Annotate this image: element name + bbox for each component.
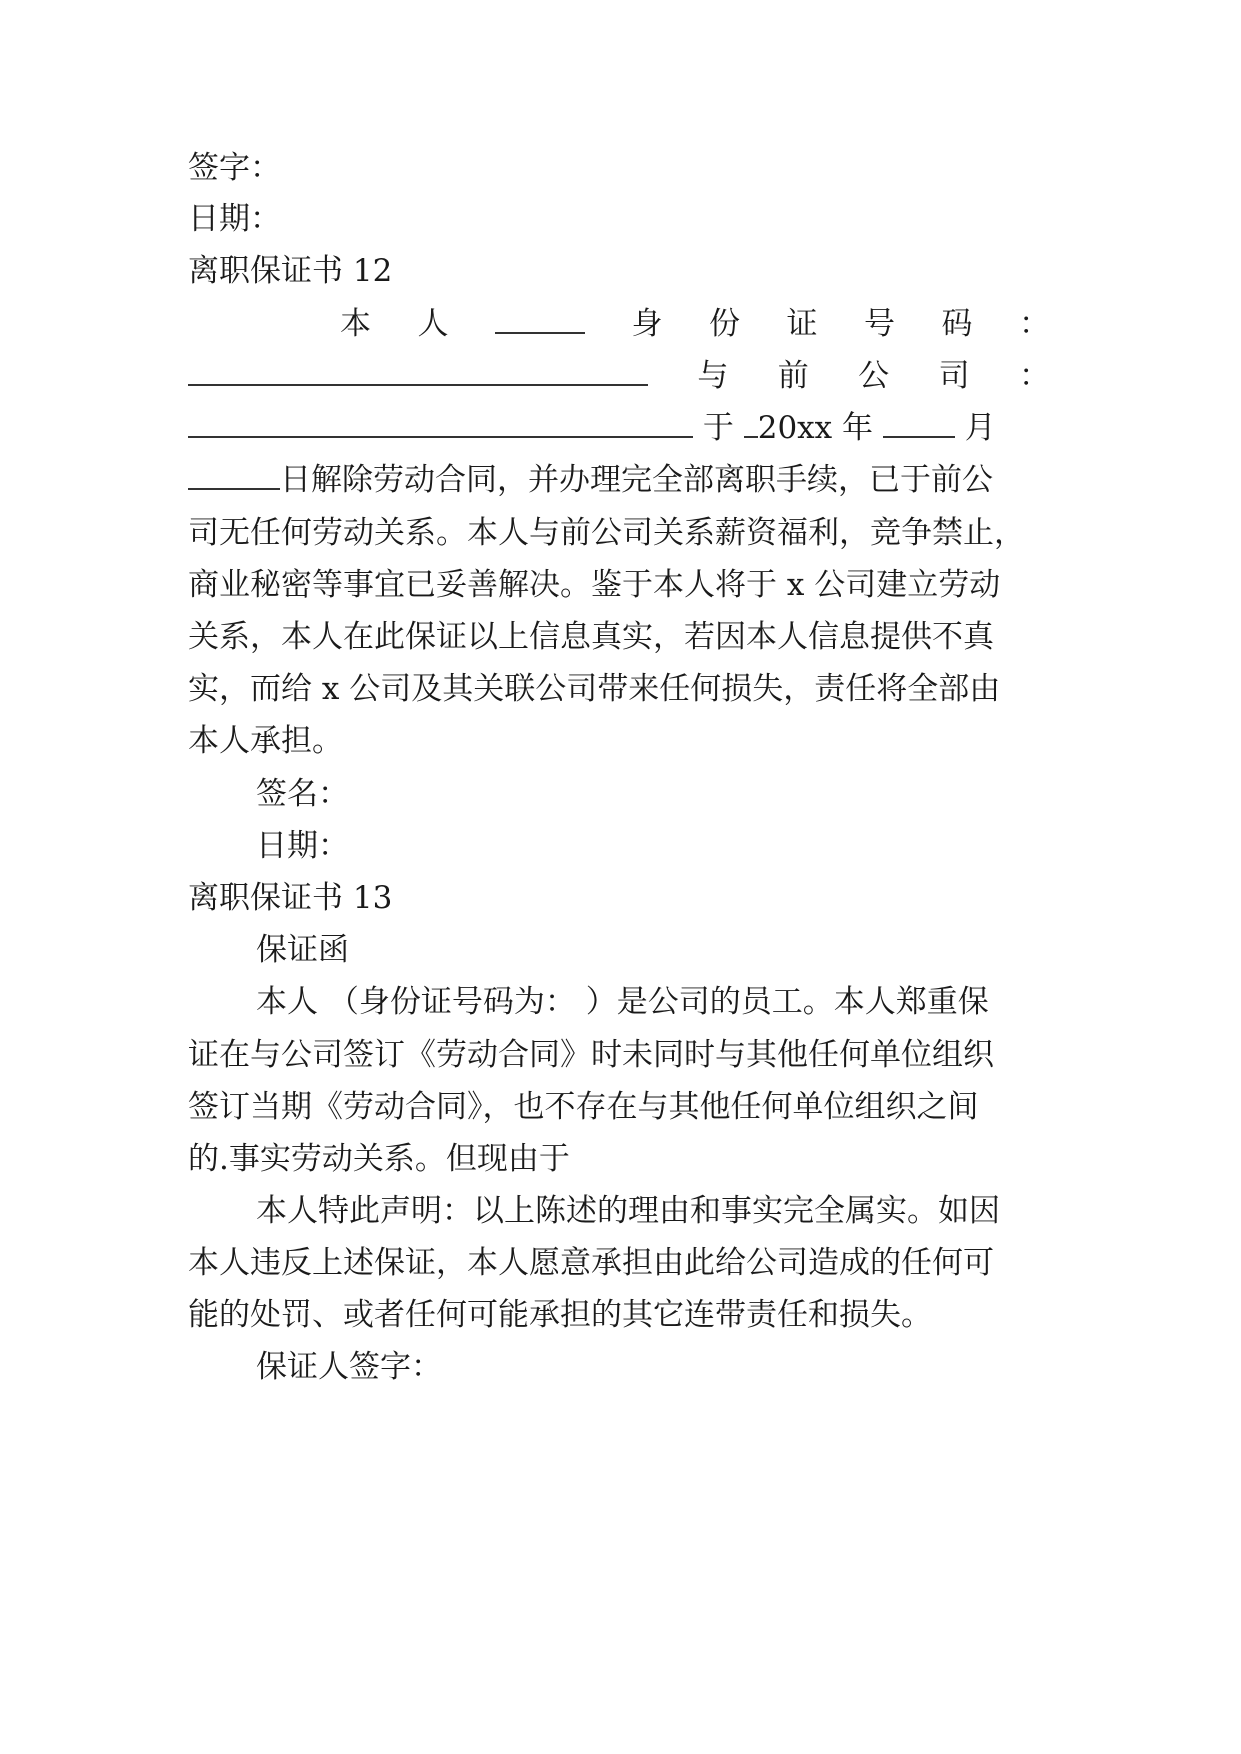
section-heading-12: 离职保证书 12 (188, 253, 393, 289)
text-char: 本 (340, 306, 371, 342)
text-char: ： (1018, 358, 1050, 394)
section-heading-13: 离职保证书 13 (188, 880, 393, 916)
year-blank (744, 406, 758, 438)
text-char: 公 (858, 358, 890, 394)
signature-label: 签名： (256, 776, 349, 812)
month-blank (883, 406, 955, 438)
text-char: 份 (709, 306, 740, 342)
text-char: 证 (786, 306, 818, 342)
day-blank (188, 458, 280, 490)
text-char: 码 (941, 306, 973, 342)
text-char: 月 (964, 410, 996, 446)
text-char: 号 (864, 306, 895, 342)
paragraph-line: 签订当期《劳动合同》，也不存在与其他任何单位组织之间 (188, 1089, 979, 1125)
paragraph-line: 能的处罚、或者任何可能承担的其它连带责任和损失。 (188, 1297, 932, 1333)
text-char: 身 (631, 306, 663, 342)
text-char: 与 (697, 358, 729, 394)
date-label: 日期： (188, 201, 281, 237)
paragraph-line: 证在与公司签订《劳动合同》时未同时与其他任何单位组织 (188, 1037, 994, 1073)
id-number-blank (188, 354, 648, 386)
date-fill-line (188, 405, 1050, 451)
paragraph-line: 的.事实劳动关系。但现由于 (188, 1141, 570, 1177)
paragraph-line: 商业秘密等事宜已妥善解决。鉴于本人将于 x 公司建立劳动 (188, 567, 1001, 603)
date-label: 日期： (256, 828, 349, 864)
company-name-blank (188, 406, 693, 438)
paragraph-line: 本人 （身份证号码为： ）是公司的员工。本人郑重保 (256, 984, 989, 1020)
letter-title: 保证函 (256, 932, 349, 968)
guarantor-signature-label: 保证人签字： (256, 1349, 442, 1385)
paragraph-line: 本人承担。 (188, 723, 343, 759)
signature-label: 签字： (188, 150, 281, 186)
paragraph-line: 本人违反上述保证，本人愿意承担由此给公司造成的任何可 (188, 1245, 994, 1281)
paragraph-line: 关系，本人在此保证以上信息真实，若因本人信息提供不真 (188, 619, 994, 655)
paragraph-line (188, 457, 1050, 503)
text-char: 人 (417, 306, 449, 342)
text-char: ： (1019, 306, 1050, 342)
paragraph-line: 实，而给 x 公司及其关联公司带来任何损失，责任将全部由 (188, 671, 1001, 707)
text-char: 于 (702, 410, 734, 446)
name-blank (495, 302, 585, 334)
text-char: 前 (777, 358, 809, 394)
paragraph-text: 日解除劳动合同，并办理完全部离职手续，已于前公 (280, 462, 993, 498)
id-number-line (340, 301, 1050, 347)
year-text: 20xx 年 (757, 410, 873, 446)
text-char: 司 (938, 358, 970, 394)
paragraph-line: 司无任何劳动关系。本人与前公司关系薪资福利，竞争禁止， (188, 515, 1025, 551)
former-company-line (188, 353, 1050, 399)
paragraph-line: 本人特此声明：以上陈述的理由和事实完全属实。如因 (256, 1193, 1000, 1229)
